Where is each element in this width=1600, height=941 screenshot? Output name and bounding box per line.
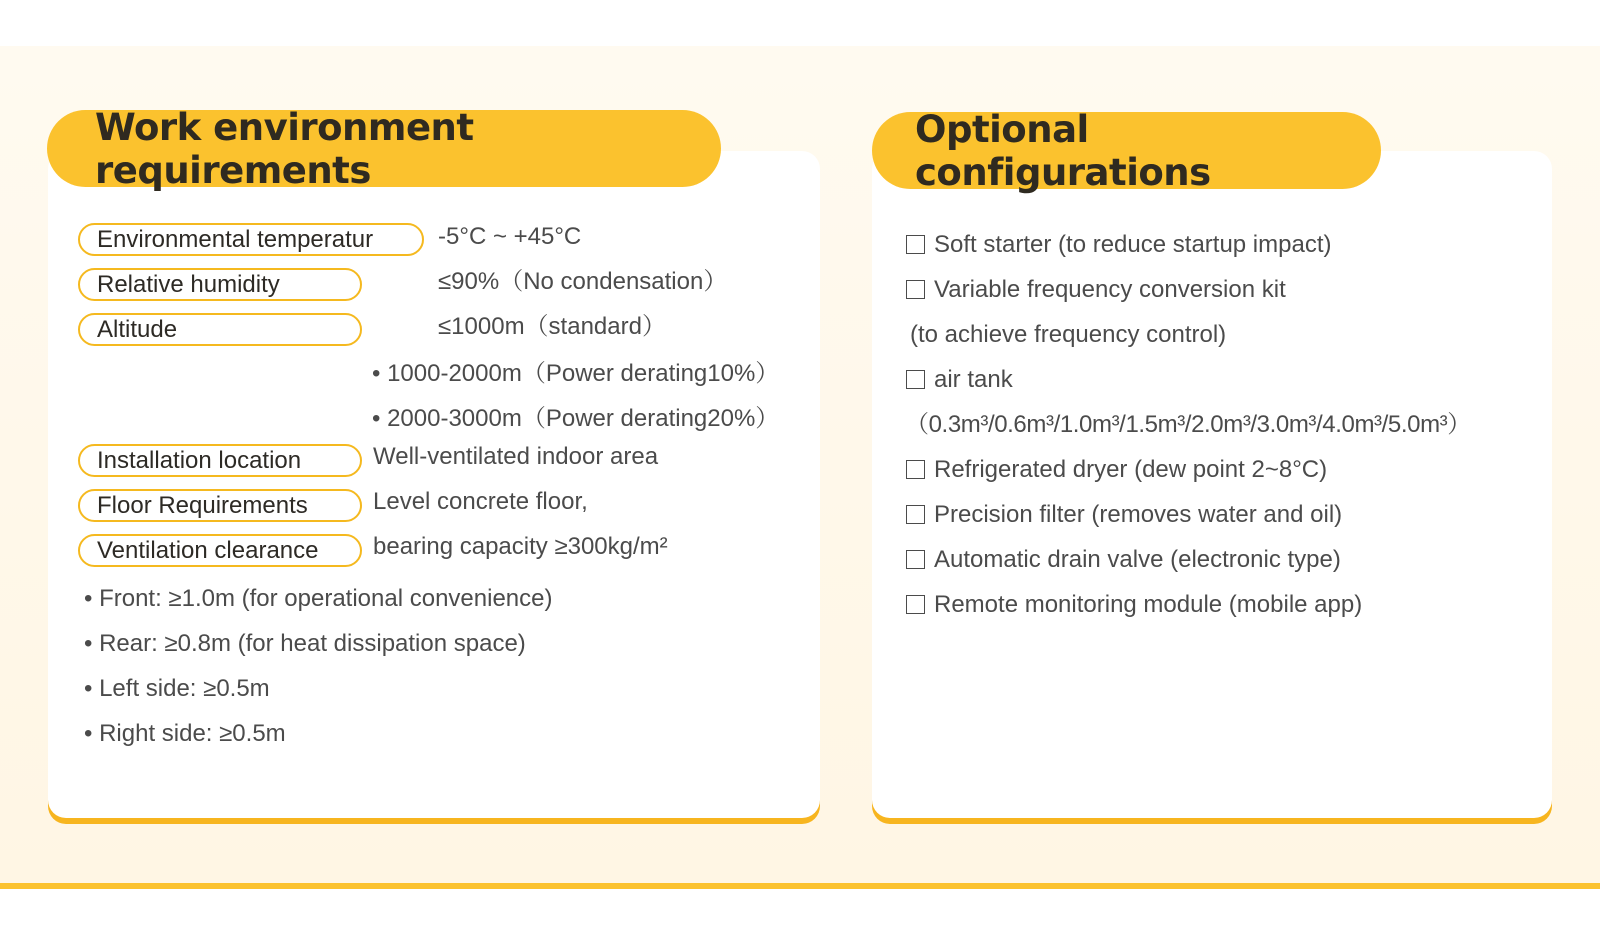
checkbox-icon[interactable] <box>906 505 925 524</box>
optional-configurations-title: Optional configurations <box>872 112 1381 189</box>
option-remote-monitoring[interactable]: Remote monitoring module (mobile app) <box>906 590 1362 620</box>
checkbox-icon[interactable] <box>906 280 925 299</box>
value-humidity: ≤90%（No condensation） <box>438 268 728 295</box>
option-soft-starter[interactable]: Soft starter (to reduce startup impact) <box>906 230 1332 260</box>
label-relative-humidity: Relative humidity <box>78 268 362 301</box>
label-installation-location: Installation location <box>78 444 362 477</box>
value-installation: Well-ventilated indoor area <box>373 443 659 470</box>
checkbox-icon[interactable] <box>906 235 925 254</box>
label-altitude: Altitude <box>78 313 362 346</box>
clearance-left: • Left side: ≥0.5m <box>84 674 270 704</box>
option-refrigerated-dryer[interactable]: Refrigerated dryer (dew point 2~8°C) <box>906 455 1327 485</box>
value-altitude-derating-2: • 2000-3000m（Power derating20%） <box>372 404 779 434</box>
clearance-rear: • Rear: ≥0.8m (for heat dissipation space) <box>84 629 526 659</box>
clearance-right: • Right side: ≥0.5m <box>84 719 286 749</box>
checkbox-icon[interactable] <box>906 460 925 479</box>
value-floor-1: Level concrete floor, <box>373 488 588 515</box>
checkbox-icon[interactable] <box>906 550 925 569</box>
option-air-tank-sizes: （0.3m³/0.6m³/1.0m³/1.5m³/2.0m³/3.0m³/4.0m³/5.0m³） <box>905 411 1471 438</box>
value-temperature: -5°C ~ +45°C <box>438 223 582 250</box>
label-environmental-temperature: Environmental temperatur <box>78 223 424 256</box>
option-vfd-kit[interactable]: Variable frequency conversion kit <box>906 275 1286 305</box>
label-ventilation-clearance: Ventilation clearance <box>78 534 362 567</box>
checkbox-icon[interactable] <box>906 595 925 614</box>
work-environment-title: Work environment requirements <box>47 110 721 187</box>
label-floor-requirements: Floor Requirements <box>78 489 362 522</box>
value-altitude-derating-1: • 1000-2000m（Power derating10%） <box>372 359 779 389</box>
option-drain-valve[interactable]: Automatic drain valve (electronic type) <box>906 545 1341 575</box>
option-vfd-note: (to achieve frequency control) <box>910 321 1227 348</box>
clearance-front: • Front: ≥1.0m (for operational convenience) <box>84 584 552 614</box>
checkbox-icon[interactable] <box>906 370 925 389</box>
bottom-accent-line <box>0 883 1600 889</box>
value-floor-2: bearing capacity ≥300kg/m² <box>373 533 668 560</box>
option-air-tank[interactable]: air tank <box>906 365 1013 395</box>
option-precision-filter[interactable]: Precision filter (removes water and oil) <box>906 500 1342 530</box>
value-altitude: ≤1000m（standard） <box>438 313 666 340</box>
